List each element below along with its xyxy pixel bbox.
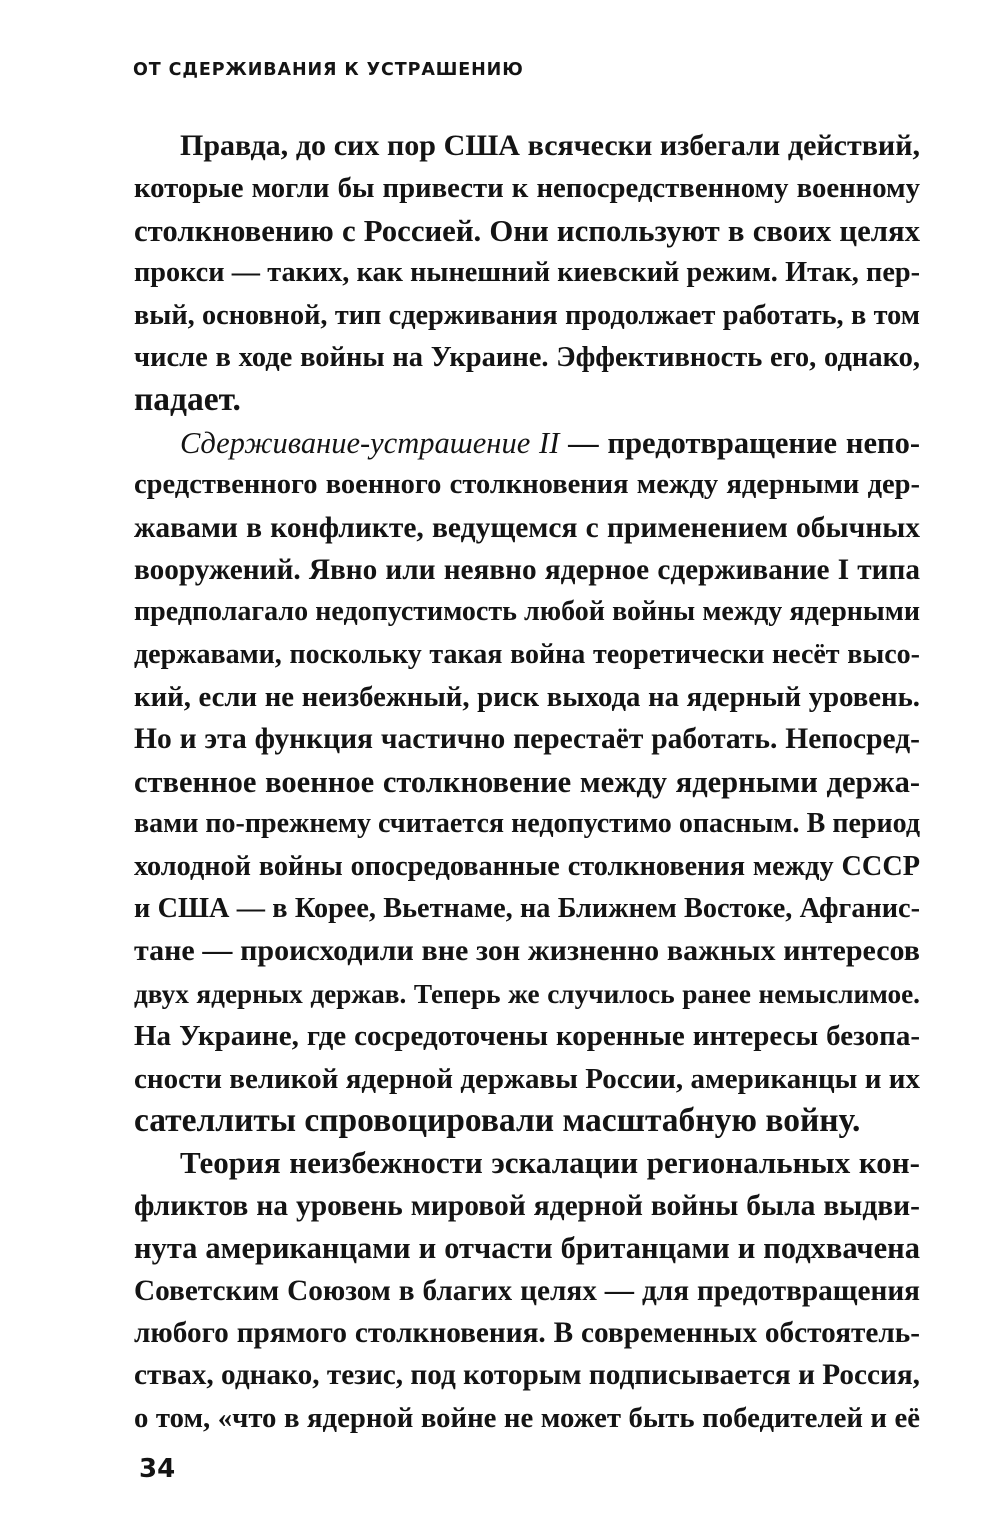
text-line: ствах, однако, тезис, под которым подписывается и Россия, <box>134 1359 920 1392</box>
text-line: кий, если не неизбежный, риск выхода на ядерный уровень. <box>134 681 920 714</box>
text-line: Правда, до сих пор США всячески избегали действий, <box>180 129 920 162</box>
text-line: Но и эта функция частично перестаёт работать. Непосред- <box>134 723 920 756</box>
text-line: фликтов на уровень мировой ядерной войны была выдви- <box>134 1189 920 1222</box>
text-line: числе в ходе войны на Украине. Эффективность его, однако, <box>134 341 920 373</box>
text-line-with-term <box>134 422 920 464</box>
paragraph-2 <box>134 422 920 1143</box>
page-number: 34 <box>139 1454 176 1484</box>
text-line: Теория неизбежности эскалации региональных кон- <box>180 1145 920 1181</box>
text-line: жавами в конфликте, ведущемся с применением обычных <box>134 511 920 544</box>
text-line: ственное военное столкновение между ядерными держа- <box>134 764 920 799</box>
text-line: и США — в Корее, Вьетнаме, на Ближнем Востоке, Афганис- <box>134 893 920 925</box>
text-line: сателлиты спровоцировали масштабную войну. <box>134 1101 861 1139</box>
body-text <box>134 125 920 1439</box>
text-line: падает. <box>134 381 241 419</box>
text-line: вооружений. Явно или неявно ядерное сдерживание I типа <box>134 553 920 586</box>
running-head: ОТ СДЕРЖИВАНИЯ К УСТРАШЕНИЮ <box>133 60 524 80</box>
paragraph-1 <box>134 125 920 422</box>
text-line: нута американцами и отчасти британцами и подхвачена <box>134 1231 920 1266</box>
italic-term: Сдерживание-устрашение II <box>180 425 560 460</box>
text-line-rest: — предотвращение непо- <box>559 425 920 460</box>
text-line: о том, «что в ядерной войне не может быть победителей и её <box>134 1401 920 1434</box>
text-line: предполагало недопустимость любой войны между ядерными <box>134 596 920 628</box>
text-line: вами по-прежнему считается недопустимо опасным. В период <box>134 808 920 840</box>
text-line: вый, основной, тип сдерживания продолжает работать, в том <box>134 299 920 331</box>
text-line: которые могли бы привести к непосредственному военному <box>134 172 920 205</box>
paragraph-3 <box>134 1142 920 1439</box>
text-line: На Украине, где сосредоточены коренные интересы безопа- <box>134 1020 920 1053</box>
text-line: холодной войны опосредованные столкновения между СССР <box>134 850 920 882</box>
text-line: тане — происходили вне зон жизненно важных интересов <box>134 934 920 968</box>
text-line: Советским Союзом в благих целях — для предотвращения <box>134 1274 920 1307</box>
text-line: сности великой ядерной державы России, американцы и их <box>134 1062 920 1095</box>
text-line: державами, поскольку такая война теоретически несёт высо- <box>134 638 920 670</box>
text-line: любого прямого столкновения. В современных обстоятель- <box>134 1316 920 1349</box>
text-line: столкновению с Россией. Они используют в своих целях <box>134 213 920 248</box>
text-line: двух ядерных держав. Теперь же случилось ранее немыслимое. <box>134 978 920 1009</box>
text-line: средственного военного столкновения между ядерными дер- <box>134 469 920 501</box>
text-line: прокси — таких, как нынешний киевский режим. Итак, пер- <box>134 257 920 289</box>
